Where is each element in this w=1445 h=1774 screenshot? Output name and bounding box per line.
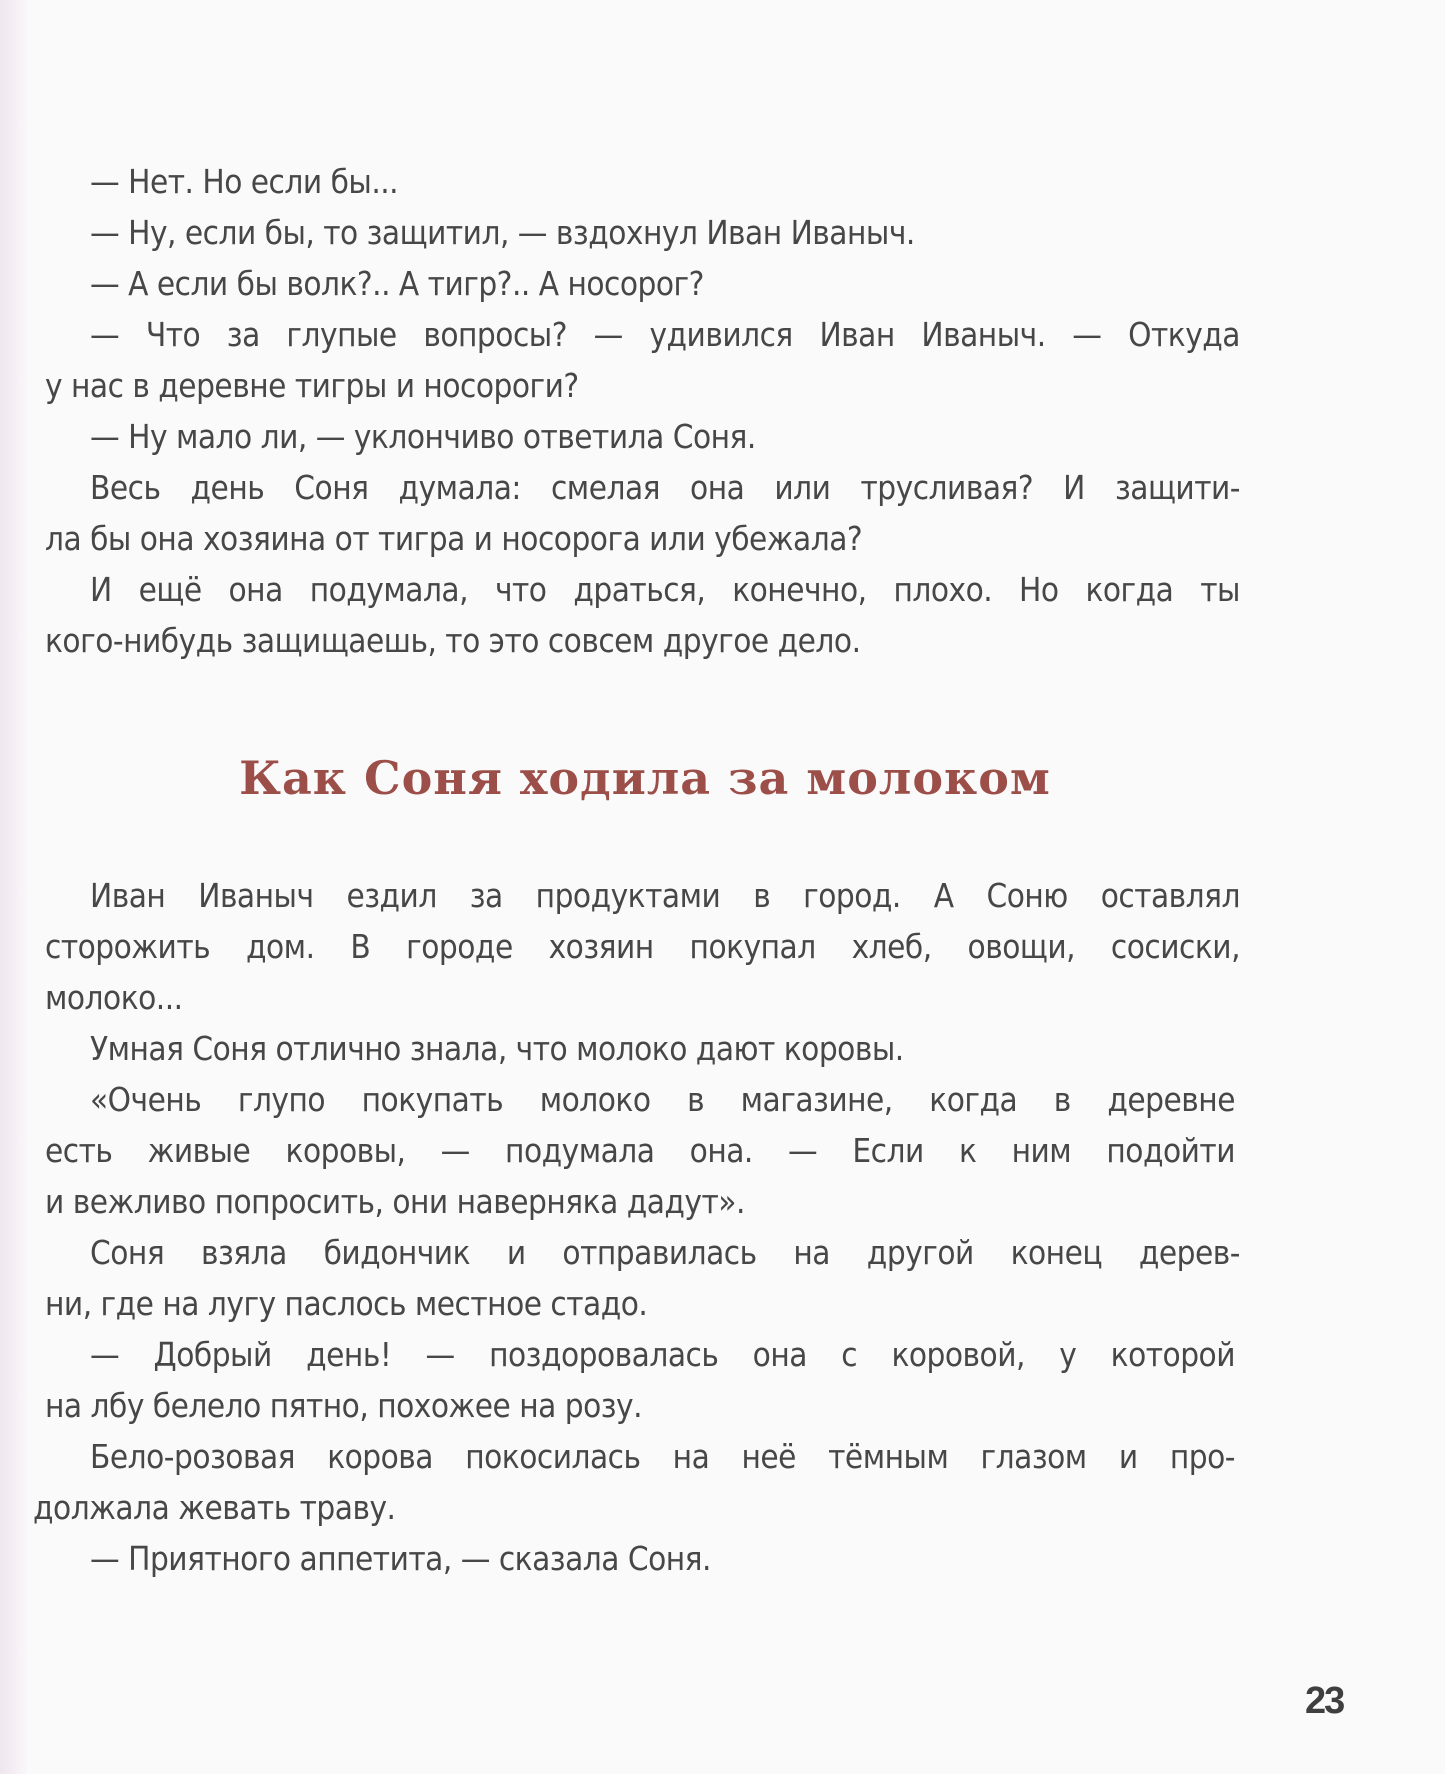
page-number: 23	[1305, 1680, 1344, 1722]
text-line: молоко...	[45, 978, 183, 1017]
text-line: ла бы она хозяина от тигра и носорога или убежала?	[45, 519, 863, 558]
text-line: Соня взяла бидончик и отправилась на другой конец дерев-	[90, 1233, 1240, 1272]
chapter-title: Как Соня ходила за молоком	[239, 751, 1051, 805]
text-line: на лбу белело пятно, похожее на розу.	[45, 1386, 643, 1425]
text-line: и вежливо попросить, они наверняка дадут».	[45, 1182, 745, 1221]
text-line: у нас в деревне тигры и носороги?	[45, 366, 579, 405]
text-line: — Ну мало ли, — уклончиво ответила Соня.	[90, 417, 756, 456]
book-spine-shadow	[0, 0, 28, 1774]
text-line: — Что за глупые вопросы? — удивился Иван Иваныч. — Откуда	[90, 315, 1240, 354]
text-line: Весь день Соня думала: смелая она или трусливая? И защити-	[90, 468, 1240, 507]
text-line: «Очень глупо покупать молоко в магазине, когда в деревне	[90, 1080, 1235, 1119]
text-line: Бело-розовая корова покосилась на неё тёмным глазом и про-	[90, 1437, 1235, 1476]
text-line: — Приятного аппетита, — сказала Соня.	[90, 1539, 711, 1578]
text-line: — Нет. Но если бы...	[90, 162, 399, 201]
text-line: И ещё она подумала, что драться, конечно, плохо. Но когда ты	[90, 570, 1240, 609]
text-line: есть живые коровы, — подумала она. — Если к ним подойти	[45, 1131, 1235, 1170]
text-line: — Добрый день! — поздоровалась она с коровой, у которой	[90, 1335, 1235, 1374]
text-line: Умная Соня отлично знала, что молоко дают коровы.	[90, 1029, 904, 1068]
text-line: кого-нибудь защищаешь, то это совсем другое дело.	[45, 621, 861, 660]
text-line: ни, где на лугу паслось местное стадо.	[45, 1284, 648, 1323]
text-line: должала жевать траву.	[33, 1488, 396, 1527]
text-line: Иван Иваныч ездил за продуктами в город. А Соню оставлял	[90, 876, 1240, 915]
text-line: — А если бы волк?.. А тигр?.. А носорог?	[90, 264, 704, 303]
text-line: сторожить дом. В городе хозяин покупал хлеб, овощи, сосиски,	[45, 927, 1240, 966]
text-line: — Ну, если бы, то защитил, — вздохнул Иван Иваныч.	[90, 213, 915, 252]
